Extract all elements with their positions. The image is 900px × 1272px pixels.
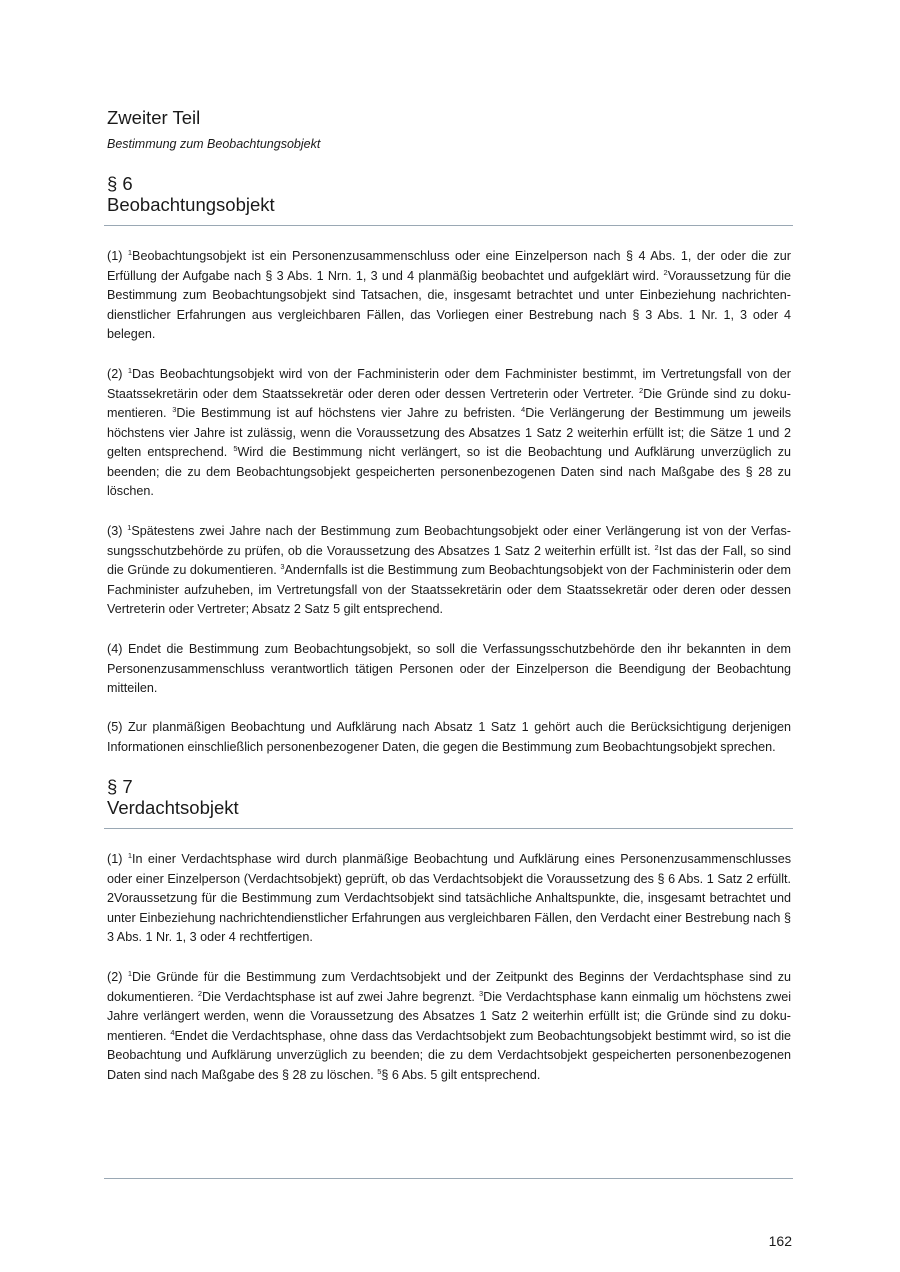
paragraph-text: Ist das der Fall, so sind die Gründe zu dokumentieren.: [107, 543, 791, 577]
paragraph-text: Die Bestimmung ist auf höchstens vier Jahre zu befristen.: [176, 406, 522, 420]
paragraph-text: Voraussetzung für die Bestimmung zum Beobachtungsobjekt sind Tatsachen, die, insgesamt betrachtet und unter Einbeziehung nachrichtendienstlicher Erfahrungen aus vergleichbaren Fällen, das Vorliegen einer Bestrebung nach § 3 Abs. 1 Nr. 1, 3 oder 4 belegen.: [107, 268, 791, 341]
section-divider: [104, 225, 793, 226]
part-title: Zweiter Teil: [107, 107, 201, 128]
section-number: § 7: [107, 776, 133, 797]
paragraph-text: Die Gründe für die Bestimmung zum Verdachtsobjekt und der Zeitpunkt des Beginns der Verdachtsphase sind zu dokumentieren.: [107, 970, 792, 1004]
sentence-number: 1: [127, 851, 132, 860]
paragraph-text: Spätestens zwei Jahre nach der Bestimmung zum Beobachtungsobjekt oder einer Verlängerung ist von der Verfassungsschutzbehörde zu prüfen, ob die Voraussetzung des Absatzes 1 Satz 2 weiterhin erfüllt ist.: [107, 524, 791, 558]
sentence-number: 5: [377, 1066, 382, 1076]
paragraph-text: (2): [107, 970, 128, 984]
paragraph: [107, 522, 791, 620]
paragraph-text: Beobachtungsobjekt ist ein Personenzusammenschluss oder eine Einzelperson nach § 4 Abs. 1, der oder die zur Erfüllung der Aufgabe nach § 3 Abs. 1 Nrn. 1, 3 und 4 planmäßig beobachtet und aufgeklärt wird.: [107, 249, 792, 283]
sentence-number: 3: [280, 562, 285, 571]
paragraph: [107, 968, 791, 1085]
paragraph-text: Das Beobachtungsobjekt wird von der Fachministerin oder dem Fachminister bestimmt, im Vertretungsfall von der Staatssekretärin oder dem Staatssekretär oder deren oder dessen Vertreterin oder Vertreter.: [107, 367, 792, 401]
paragraph: [107, 640, 791, 699]
paragraph-text: (4) Endet die Bestimmung zum Beobachtungsobjekt, so soll die Verfassungsschutzbehörde den ihr bekannten in dem Personenzusammenschluss verantwortlich tätigen Personen oder der Einzelperson die Beendigung der Beobachtung mitteilen.: [107, 642, 791, 695]
paragraph-text: Andernfalls ist die Bestimmung zum Beobachtungsobjekt von der Fachministerin oder dem Fachminister aufzuheben, im Vertretungsfall von der Staatssekretärin oder dem Staatssekretär oder deren oder dessen Vertreterin oder Vertreter; Absatz 2 Satz 5 gilt entsprechend.: [107, 563, 792, 616]
paragraph-text: § 6 Abs. 5 gilt entsprechend.: [381, 1067, 541, 1082]
sentence-number: 1: [127, 969, 132, 978]
section-title: Beobachtungsobjekt: [107, 194, 275, 215]
section-divider: [104, 828, 793, 829]
paragraph-text: Endet die Verdachtsphase, ohne dass das Verdachtsobjekt zum Beobachtungsobjekt bestimmt wird, so ist die Beobachtung und Aufklärung unverzüglich zu beenden; die zu dem Verdachtsobjekt gespeicherten personenbezogenen Daten sind nach Maßgabe des § 28 zu löschen.: [107, 1028, 791, 1082]
sentence-number: 1: [127, 366, 132, 375]
paragraph-text: Die Verdachtsphase ist auf zwei Jahre begrenzt.: [202, 989, 479, 1004]
sentence-number: 2: [654, 542, 659, 552]
paragraph: [107, 718, 791, 757]
sentence-number: 3: [172, 405, 177, 414]
paragraph-text: In einer Verdachtsphase wird durch planmäßige Beobachtung und Aufklärung eines Personenzusammenschlusses oder einer Einzelperson (Verdachtsobjekt) geprüft, ob das Verdachtsobjekt die Voraussetzung des § 6 Abs. 1 Satz 2 erfüllt. 2Voraussetzung für die Bestimmung zum Verdachtsobjekt sind tatsächliche Anhaltspunkte, die, insgesamt betrachtet und unter Einbeziehung nachrichtendienstlicher Erfahrungen aus vergleichbaren Fällen, den Verdacht einer Bestrebung nach § 3 Abs. 1 Nr. 1, 3 oder 4 rechtfertigen.: [107, 852, 792, 944]
sentence-number: 5: [233, 444, 238, 453]
paragraph-text: Die Gründe sind zu dokumentieren.: [107, 386, 791, 420]
sentence-number: 3: [478, 988, 484, 998]
section-title: Verdachtsobjekt: [107, 797, 239, 818]
section-number: § 6: [107, 173, 133, 194]
paragraph-text: (1): [107, 249, 128, 263]
section-heading: [107, 776, 239, 818]
part-subtitle: Bestimmung zum Beobachtungsobjekt: [107, 137, 321, 151]
paragraph-text: Wird die Bestimmung nicht verlängert, so ist die Beobachtung und Aufklärung unverzüglich zu beenden; die zu dem Beobachtungsobjekt gespeicherten personenbezogenen Daten sind nach Maßgabe des § 28 zu löschen.: [107, 445, 791, 498]
sentence-number: 2: [638, 385, 644, 395]
paragraph-text: Die Verdachtsphase kann einmalig um höchstens zwei Jahre verlängert werden, wenn die Voraussetzung des Absatzes 1 Satz 2 weiterhin erfüllt ist; die Gründe sind zu dokumentieren.: [107, 989, 791, 1043]
footer-divider: [104, 1178, 793, 1179]
paragraph: [107, 247, 791, 345]
sentence-number: 4: [521, 405, 526, 414]
paragraph-text: (1): [107, 852, 128, 866]
section-heading: [107, 173, 275, 215]
paragraph-text: (2): [107, 367, 128, 381]
paragraph-text: (3): [107, 524, 128, 538]
sentence-number: 1: [127, 523, 132, 532]
sentence-number: 2: [663, 267, 668, 277]
sentence-number: 4: [170, 1027, 175, 1037]
paragraph-text: (5) Zur planmäßigen Beobachtung und Aufklärung nach Absatz 1 Satz 1 gehört auch die Berücksichtigung derjenigen Informationen einschließlich personenbezogener Daten, die gegen die Bestimmung zum Beobachtungsobjekt sprechen.: [107, 720, 791, 754]
page-number: 162: [768, 1233, 792, 1249]
sentence-number: 1: [127, 248, 133, 257]
sentence-number: 2: [197, 988, 203, 998]
paragraph-text: Die Verlängerung der Bestimmung um jeweils höchstens vier Jahre ist zulässig, wenn die Voraussetzung des Absatzes 1 Satz 2 weiterhin erfüllt ist; die Sätze 1 und 2 gelten entsprechend.: [107, 406, 792, 459]
paragraph: [107, 850, 791, 948]
paragraph: [107, 365, 791, 502]
